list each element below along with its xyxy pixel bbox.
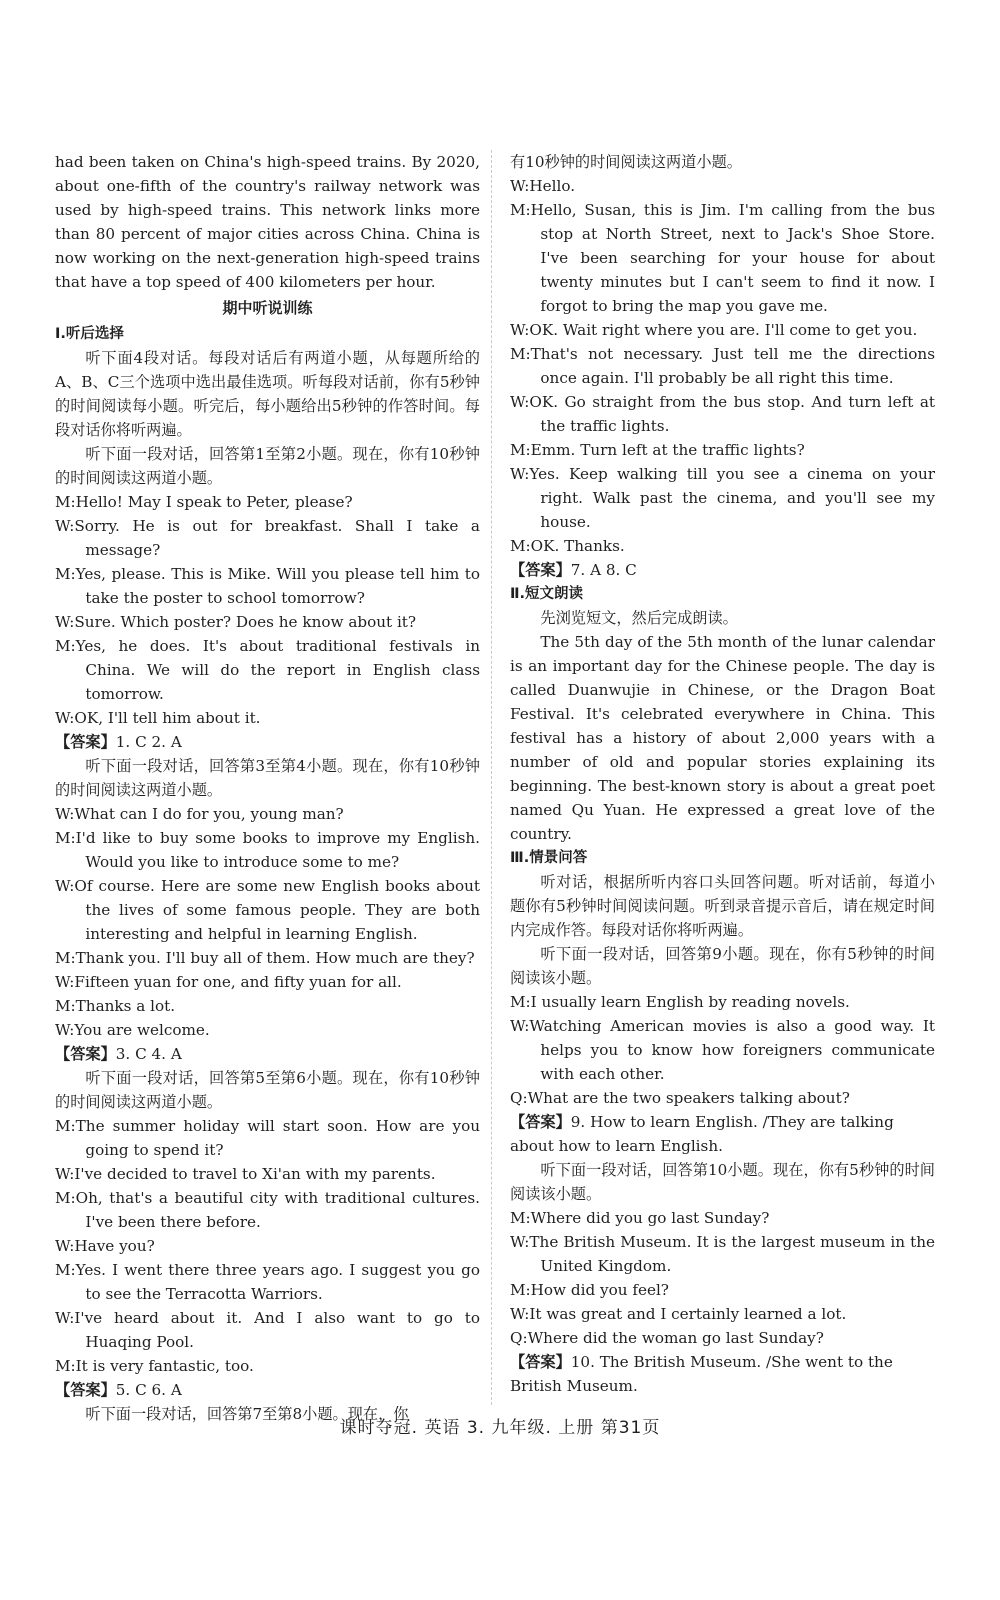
dialogue-line: M:Thank you. I'll buy all of them. How much are they? xyxy=(55,949,475,967)
dialogue-3-instruction: 听下面一段对话，回答第5至第6小题。现在，你有10秒钟的时间阅读这两道小题。 xyxy=(55,1069,480,1111)
dialogue-2-instruction: 听下面一段对话，回答第3至第4小题。现在，你有10秒钟的时间阅读这两道小题。 xyxy=(55,757,480,799)
dialogue-line: Q:Where did the woman go last Sunday? xyxy=(510,1329,824,1347)
dialogue-line: W:Have you? xyxy=(55,1237,155,1255)
answer-text: 10. The British Museum. /She went to the British Museum. xyxy=(510,1353,893,1395)
dialogue-line: W:Watching American movies is also a good way. It helps you to know how foreigners communicate with each other. xyxy=(510,1017,935,1083)
dialogue-line: W:Of course. Here are some new English books about the lives of some famous people. They are both interesting and helpful in learning English. xyxy=(55,877,480,943)
answer-label: 【答案】 xyxy=(510,561,571,579)
dialogue-4-instruction-start: 听下面一段对话，回答第7至第8小题。现在，你 xyxy=(85,1405,409,1423)
dialogue-line: W:Sorry. He is out for breakfast. Shall I take a message? xyxy=(55,517,480,559)
dialogue-line: M:OK. Thanks. xyxy=(510,537,625,555)
answer-1-2 xyxy=(55,730,480,754)
answer-text: 1. C 2. A xyxy=(115,733,182,751)
answer-label: 【答案】 xyxy=(55,1381,116,1399)
dialogue-line: M:That's not necessary. Just tell me the directions once again. I'll probably be all right this time. xyxy=(510,345,935,387)
dialogue-line: M:It is very fantastic, too. xyxy=(55,1357,254,1375)
answer-10 xyxy=(510,1350,935,1398)
dialogue-line: W:OK. Go straight from the bus stop. And turn left at the traffic lights. xyxy=(510,393,935,435)
dialogue-line: M:Yes, he does. It's about traditional festivals in China. We will do the report in English class tomorrow. xyxy=(55,637,480,703)
dialogue-line: M:Hello, Susan, this is Jim. I'm calling from the bus stop at North Street, next to Jack's Shoe Store. I've been searching for your house for about twenty minutes but I can't seem to find it now. I forgot to bring the map you gave me. xyxy=(510,201,935,315)
column-divider xyxy=(491,150,492,1405)
right-column xyxy=(510,150,935,1398)
dialogue-line: M:Yes, please. This is Mike. Will you please tell him to take the poster to school tomorrow? xyxy=(55,565,480,607)
dialogue-line: W:I've decided to travel to Xi'an with my parents. xyxy=(55,1165,436,1183)
answer-label: 【答案】 xyxy=(55,1045,116,1063)
section-3-instructions: 听对话，根据所听内容口头回答问题。听对话前，每道小题你有5秒钟时间阅读问题。听到录音提示音后，请在规定时间内完成作答。每段对话你将听两遍。 xyxy=(510,873,935,939)
answer-label: 【答案】 xyxy=(510,1113,571,1131)
dialogue-line: W:What can I do for you, young man? xyxy=(55,805,344,823)
section-1-instructions: 听下面4段对话。每段对话后有两道小题，从每题所给的A、B、C三个选项中选出最佳选项。听每段对话前，你有5秒钟的时间阅读每小题。听完后，每小题给出5秒钟的作答时间。每段对话你将听两遍。 xyxy=(55,349,480,439)
question-9-instruction: 听下面一段对话，回答第9小题。现在，你有5秒钟的时间阅读该小题。 xyxy=(510,945,935,987)
page-footer: 课时夺冠. 英语 3. 九年级. 上册 第31页 xyxy=(339,1418,661,1438)
answer-3-4 xyxy=(55,1042,480,1066)
dialogue-line: W:It was great and I certainly learned a lot. xyxy=(510,1305,847,1323)
question-10-instruction: 听下面一段对话，回答第10小题。现在，你有5秒钟的时间阅读该小题。 xyxy=(510,1161,935,1203)
dialogue-line: W:Yes. Keep walking till you see a cinema on your right. Walk past the cinema, and you'll see my house. xyxy=(510,465,935,531)
intro-passage: had been taken on China's high-speed trains. By 2020, about one-fifth of the country's railway network was used by high-speed trains. This network links more than 80 percent of major cities across China. China is now working on the next-generation high-speed trains that have a top speed of 400 kilometers per hour. xyxy=(55,153,480,291)
dialogue-line: Q:What are the two speakers talking about? xyxy=(510,1089,850,1107)
section-1-title: Ⅰ.听后选择 xyxy=(55,326,124,342)
answer-label: 【答案】 xyxy=(510,1353,571,1371)
section-title: 期中听说训练 xyxy=(222,299,313,317)
dialogue-line: W:Fifteen yuan for one, and fifty yuan for all. xyxy=(55,973,402,991)
answer-text: 9. How to learn English. /They are talking about how to learn English. xyxy=(510,1113,894,1155)
dialogue-line: M:Oh, that's a beautiful city with traditional cultures. I've been there before. xyxy=(55,1189,480,1231)
left-column xyxy=(55,150,480,1426)
dialogue-line: M:Yes. I went there three years ago. I suggest you go to see the Terracotta Warriors. xyxy=(55,1261,480,1303)
dialogue-line: W:I've heard about it. And I also want to go to Huaqing Pool. xyxy=(55,1309,480,1351)
dialogue-line: M:How did you feel? xyxy=(510,1281,669,1299)
answer-text: 7. A 8. C xyxy=(570,561,637,579)
section-3-title: Ⅲ.情景问答 xyxy=(510,850,588,866)
section-2-passage: The 5th day of the 5th month of the lunar calendar is an important day for the Chinese people. The day is called Duanwujie in Chinese, or the Dragon Boat Festival. It's celebrated everywhere in China. This festival has a history of about 2,000 years with a number of old and popular stories explaining its beginning. The best-known story is about a great poet named Qu Yuan. He expressed a great love of the country. xyxy=(510,633,935,843)
dialogue-1-instruction: 听下面一段对话，回答第1至第2小题。现在，你有10秒钟的时间阅读这两道小题。 xyxy=(55,445,480,487)
dialogue-line: M:Hello! May I speak to Peter, please? xyxy=(55,493,353,511)
answer-5-6 xyxy=(55,1378,480,1402)
dialogue-line: M:Where did you go last Sunday? xyxy=(510,1209,770,1227)
dialogue-line: W:Sure. Which poster? Does he know about it? xyxy=(55,613,417,631)
dialogue-line: M:Thanks a lot. xyxy=(55,997,176,1015)
section-2-title: Ⅱ.短文朗读 xyxy=(510,586,584,602)
answer-text: 3. C 4. A xyxy=(115,1045,182,1063)
dialogue-line: M:I usually learn English by reading novels. xyxy=(510,993,850,1011)
answer-9 xyxy=(510,1110,935,1158)
dialogue-4-instruction-end: 有10秒钟的时间阅读这两道小题。 xyxy=(510,153,742,171)
dialogue-line: M:I'd like to buy some books to improve my English. Would you like to introduce some to me? xyxy=(55,829,480,871)
dialogue-line: M:Emm. Turn left at the traffic lights? xyxy=(510,441,805,459)
dialogue-line: W:Hello. xyxy=(510,177,576,195)
dialogue-line: W:OK. Wait right where you are. I'll come to get you. xyxy=(510,321,918,339)
answer-7-8 xyxy=(510,558,935,582)
section-2-instructions: 先浏览短文，然后完成朗读。 xyxy=(540,609,738,627)
dialogue-line: W:OK, I'll tell him about it. xyxy=(55,709,261,727)
answer-text: 5. C 6. A xyxy=(115,1381,182,1399)
dialogue-line: W:You are welcome. xyxy=(55,1021,210,1039)
dialogue-line: W:The British Museum. It is the largest museum in the United Kingdom. xyxy=(510,1233,935,1275)
dialogue-line: M:The summer holiday will start soon. How are you going to spend it? xyxy=(55,1117,480,1159)
answer-label: 【答案】 xyxy=(55,733,116,751)
